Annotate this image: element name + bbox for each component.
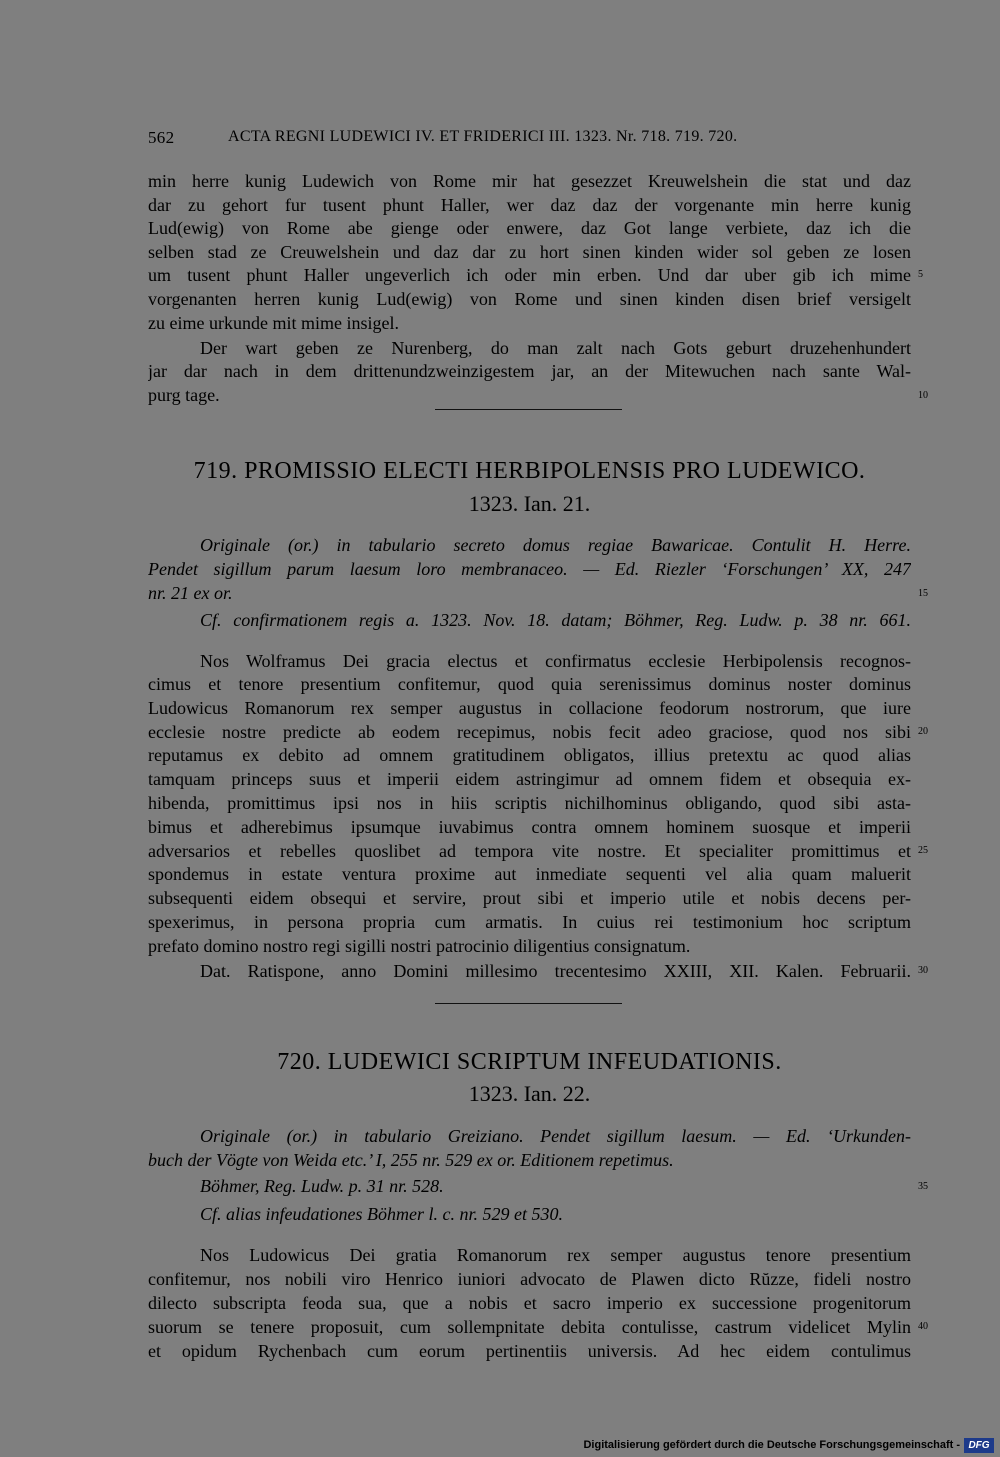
text-line: vorgenanten herren kunig Lud(ewig) von Rome und sinen kinden disen brief versigelt xyxy=(148,289,911,309)
page-number: 562 xyxy=(148,128,175,147)
apparatus-line: nr. 21 ex or. xyxy=(148,583,233,603)
document-date: 1323. Ian. 21. xyxy=(468,491,591,516)
text-line: purg tage. xyxy=(148,385,220,405)
apparatus-line: Pendet sigillum parum laesum loro membranaceo. — Ed. Riezler ‘Forschungen’ XX, 247 xyxy=(148,559,911,579)
apparatus-line: Cf. confirmationem regis a. 1323. Nov. 18. datam; Böhmer, Reg. Ludw. p. 38 nr. 661. xyxy=(200,610,911,630)
text-line: prefato domino nostro regi sigilli nostri patrocinio diligentius consignatum. xyxy=(148,936,691,956)
text-line: dar zu gehort fur tusent phunt Haller, wer daz daz der vorgenante min herre kunig xyxy=(148,195,911,215)
text-line: Nos Ludowicus Dei gratia Romanorum rex semper augustus tenore presentium xyxy=(200,1245,911,1265)
text-line: adversarios et rebelles quoslibet ad tempora vite nostre. Et specialiter promittimus et xyxy=(148,841,911,861)
apparatus-line: Originale (or.) in tabulario secreto domus regiae Bawaricae. Contulit H. Herre. xyxy=(200,535,911,555)
apparatus-line: buch der Vögte von Weida etc.’ I, 255 nr. 529 ex or. Editionem repetimus. xyxy=(148,1150,674,1170)
margin-line-number: 15 xyxy=(918,588,928,599)
text-line: dilecto subscripta feoda sua, que a nobis et sacro imperio ex successione progenitorum xyxy=(148,1293,911,1313)
margin-line-number: 30 xyxy=(918,965,928,976)
margin-line-number: 40 xyxy=(918,1321,928,1332)
document-date: 1323. Ian. 22. xyxy=(468,1081,591,1106)
text-line: subsequenti eidem obsequi et servire, prout sibi et imperio utile et nobis decens per- xyxy=(148,888,911,908)
text-line: spondemus in estate ventura proxime aut inmediate sequenti vel alia quam maluerit xyxy=(148,864,911,884)
dfg-logo: DFG xyxy=(964,1438,994,1453)
margin-line-number: 20 xyxy=(918,726,928,737)
digitization-footer xyxy=(0,1437,1000,1457)
running-title: ACTA REGNI LUDEWICI IV. ET FRIDERICI III. 1323. Nr. 718. 719. 720. xyxy=(228,128,738,145)
text-line: suorum se tenere proposuit, cum sollempnitate debita contulisse, castrum videlicet Mylin xyxy=(148,1317,911,1337)
margin-line-number: 25 xyxy=(918,845,928,856)
apparatus-line: Originale (or.) in tabulario Greiziano. Pendet sigillum laesum. — Ed. ‘Urkunden- xyxy=(200,1126,911,1146)
apparatus-line: Cf. alias infeudationes Böhmer l. c. nr. 529 et 530. xyxy=(200,1204,563,1224)
text-line: Nos Wolframus Dei gracia electus et confirmatus ecclesie Herbipolensis recognos- xyxy=(200,651,911,671)
text-line: tamquam princeps suus et imperii eidem astringimur ad omnem fidem et obsequia ex- xyxy=(148,769,911,789)
text-line: jar dar nach in dem drittenundzweinzigestem jar, an der Mitewuchen nach sante Wal- xyxy=(148,361,911,381)
section-divider xyxy=(435,1003,622,1004)
text-line: confitemur, nos nobili viro Henrico iuniori advocato de Plawen dicto Rŭzze, fideli nostro xyxy=(148,1269,911,1289)
text-line: Dat. Ratispone, anno Domini millesimo trecentesimo XXIII, XII. Kalen. Februarii. xyxy=(200,961,911,981)
text-line: min herre kunig Ludewich von Rome mir hat gesezzet Kreuwelshein die stat und daz xyxy=(148,171,911,191)
document-heading: 719. PROMISSIO ELECTI HERBIPOLENSIS PRO LUDEWICO. xyxy=(193,458,866,484)
margin-line-number: 35 xyxy=(918,1181,928,1192)
text-line: cimus et tenore presentium confitemur, quod quia serenissimus dominus noster dominus xyxy=(148,674,911,694)
text-line: et opidum Rychenbach cum eorum pertinentiis universis. Ad hec eidem contulimus xyxy=(148,1341,911,1361)
text-line: Der wart geben ze Nurenberg, do man zalt nach Gots geburt druzehenhundert xyxy=(200,338,911,358)
text-line: ecclesie nostre predicte ab eodem recepimus, nobis fecit adeo graciose, quod nos sibi xyxy=(148,722,911,742)
text-line: hibenda, promittimus ipsi nos in hiis scriptis nichilhominus obligando, quod sibi asta- xyxy=(148,793,911,813)
funding-notice: Digitalisierung gefördert durch die Deutsche Forschungsgemeinschaft - xyxy=(583,1439,960,1451)
text-line: Ludowicus Romanorum rex semper augustus in collacione feodorum nostrorum, que iure xyxy=(148,698,911,718)
document-heading: 720. LUDEWICI SCRIPTUM INFEUDATIONIS. xyxy=(277,1049,782,1075)
apparatus-line: Böhmer, Reg. Ludw. p. 31 nr. 528. xyxy=(200,1176,444,1196)
text-line: um tusent phunt Haller ungeverlich ich oder min erben. Und dar uber gib ich mime xyxy=(148,265,911,285)
margin-line-number: 10 xyxy=(918,390,928,401)
margin-line-number: 5 xyxy=(918,269,923,280)
section-divider xyxy=(435,409,622,410)
text-line: Lud(ewig) von Rome abe gienge oder enwere, daz Got lange verbiete, daz ich die xyxy=(148,218,911,238)
text-line: zu eime urkunde mit mime insigel. xyxy=(148,313,399,333)
text-line: bimus et adherebimus ipsumque iuvabimus contra omnem hominem suosque et imperii xyxy=(148,817,911,837)
text-line: reputamus ex debito ad omnem gratitudinem obligatos, illius pretextu ac quod alias xyxy=(148,745,911,765)
text-line: spexerimus, in persona propria cum armatis. In cuius rei testimonium hoc scriptum xyxy=(148,912,911,932)
text-line: selben stad ze Creuwelshein und daz dar zu hort sinen kinden wider sol geben ze losen xyxy=(148,242,911,262)
